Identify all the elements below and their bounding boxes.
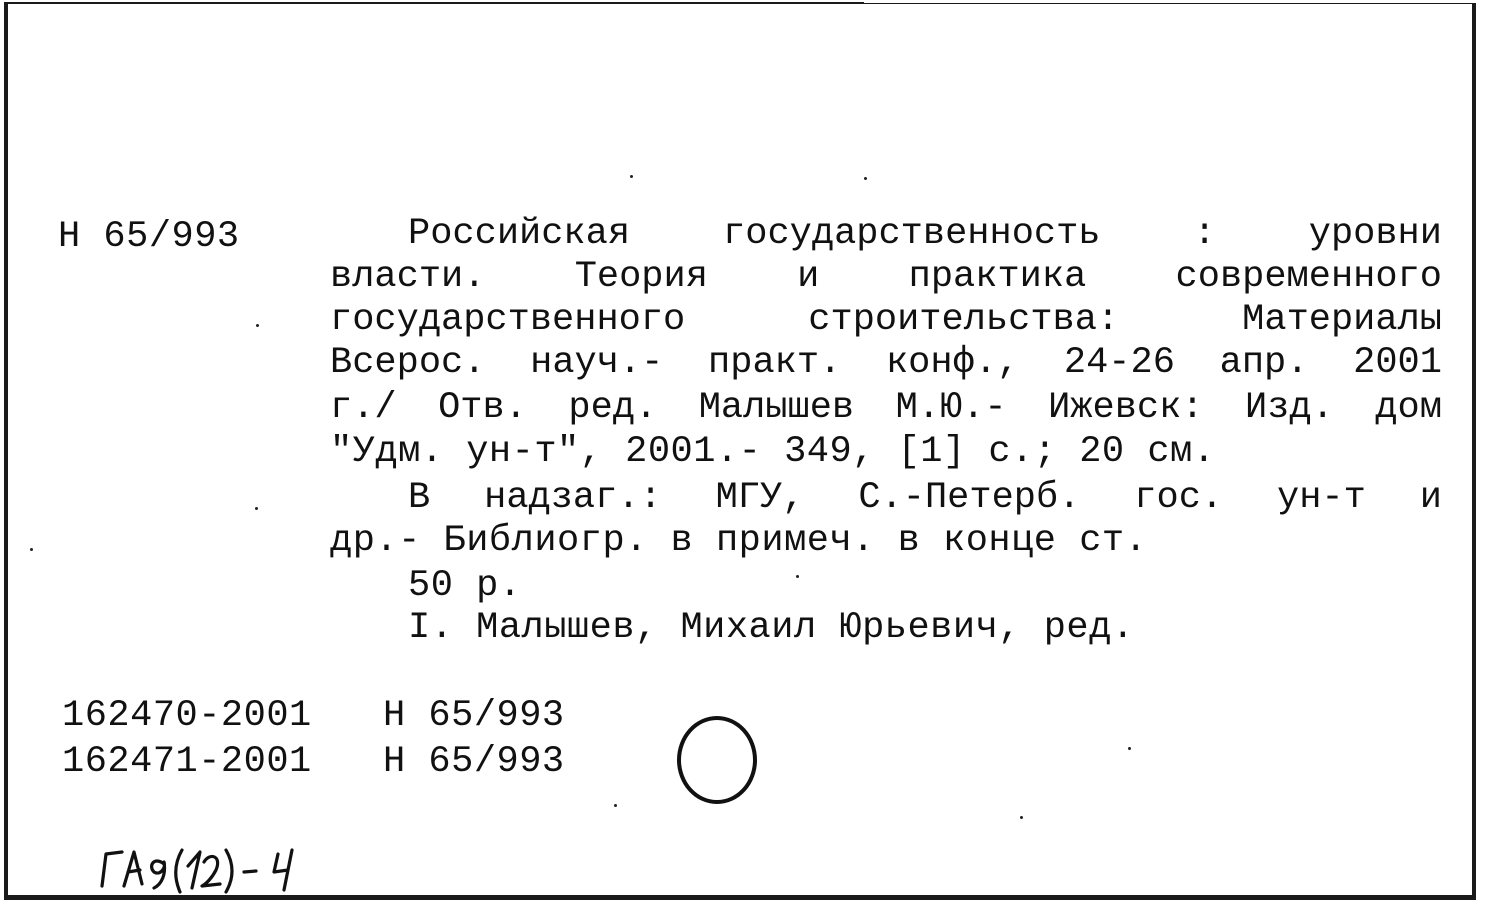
word: Всерос. [330, 342, 486, 384]
handwritten-code [92, 836, 332, 896]
punch-hole-circle [677, 716, 757, 804]
word: конф., [885, 342, 1020, 384]
word: 24-26 [1063, 342, 1175, 384]
word: ун-т [1277, 477, 1366, 519]
word: практ. [708, 342, 842, 384]
word: власти. [330, 256, 486, 298]
word: науч.- [530, 342, 664, 384]
word: современного [1175, 256, 1442, 298]
word: практика [908, 256, 1087, 298]
speck [864, 177, 867, 180]
word: С.-Петерб. [858, 477, 1081, 519]
title-line-1 [408, 212, 1442, 256]
word: Изд. [1245, 387, 1334, 429]
word: МГУ, [715, 477, 805, 519]
copy-2-shelfmark: Н 65/993 [383, 741, 565, 783]
word: г./ [330, 387, 397, 429]
word: Малышев [698, 387, 855, 429]
card-edge-gap [864, 0, 1476, 3]
title-line-3 [330, 298, 1442, 342]
word: государственность [723, 213, 1101, 255]
word: Теория [574, 256, 708, 298]
word: уровни [1308, 213, 1442, 255]
price: 50 р. [408, 565, 522, 607]
word: М.Ю.- [895, 387, 1007, 429]
speck [630, 175, 633, 178]
word: Материалы [1242, 299, 1442, 341]
word: и [797, 256, 820, 298]
word: государственного [330, 299, 686, 341]
note-line-2: др.- Библиогр. в примеч. в конце ст. [330, 520, 1148, 562]
title-line-2 [330, 255, 1442, 299]
copy-2-inventory: 162471-2001 [62, 741, 312, 783]
word: апр. [1219, 342, 1309, 384]
speck [30, 548, 33, 551]
title-line-4 [330, 341, 1442, 385]
word: и [1419, 477, 1442, 519]
title-line-5 [330, 386, 1442, 430]
word: В [408, 477, 431, 519]
speck [1128, 747, 1131, 750]
speck [1020, 816, 1023, 819]
word: 2001 [1353, 342, 1442, 384]
copy-1-shelfmark: Н 65/993 [383, 695, 565, 737]
word: Российская [408, 213, 631, 255]
speck [255, 507, 258, 510]
word: дом [1375, 387, 1442, 429]
speck [796, 575, 799, 578]
word: : [1193, 213, 1216, 255]
word: надзаг.: [484, 477, 662, 519]
speck [256, 324, 259, 327]
shelfmark: Н 65/993 [58, 216, 240, 258]
added-entry: I. Малышев, Михаил Юрьевич, ред. [408, 607, 1135, 649]
word: гос. [1134, 477, 1224, 519]
word: Отв. [438, 387, 527, 429]
word: строительства: [808, 299, 1120, 341]
note-line-1 [408, 476, 1442, 520]
speck [614, 804, 617, 807]
title-line-6: "Удм. ун-т", 2001.- 349, [1] с.; 20 см. [330, 431, 1216, 473]
word: Ижевск: [1048, 387, 1204, 429]
copy-1-inventory: 162470-2001 [62, 695, 312, 737]
word: ред. [568, 387, 658, 429]
